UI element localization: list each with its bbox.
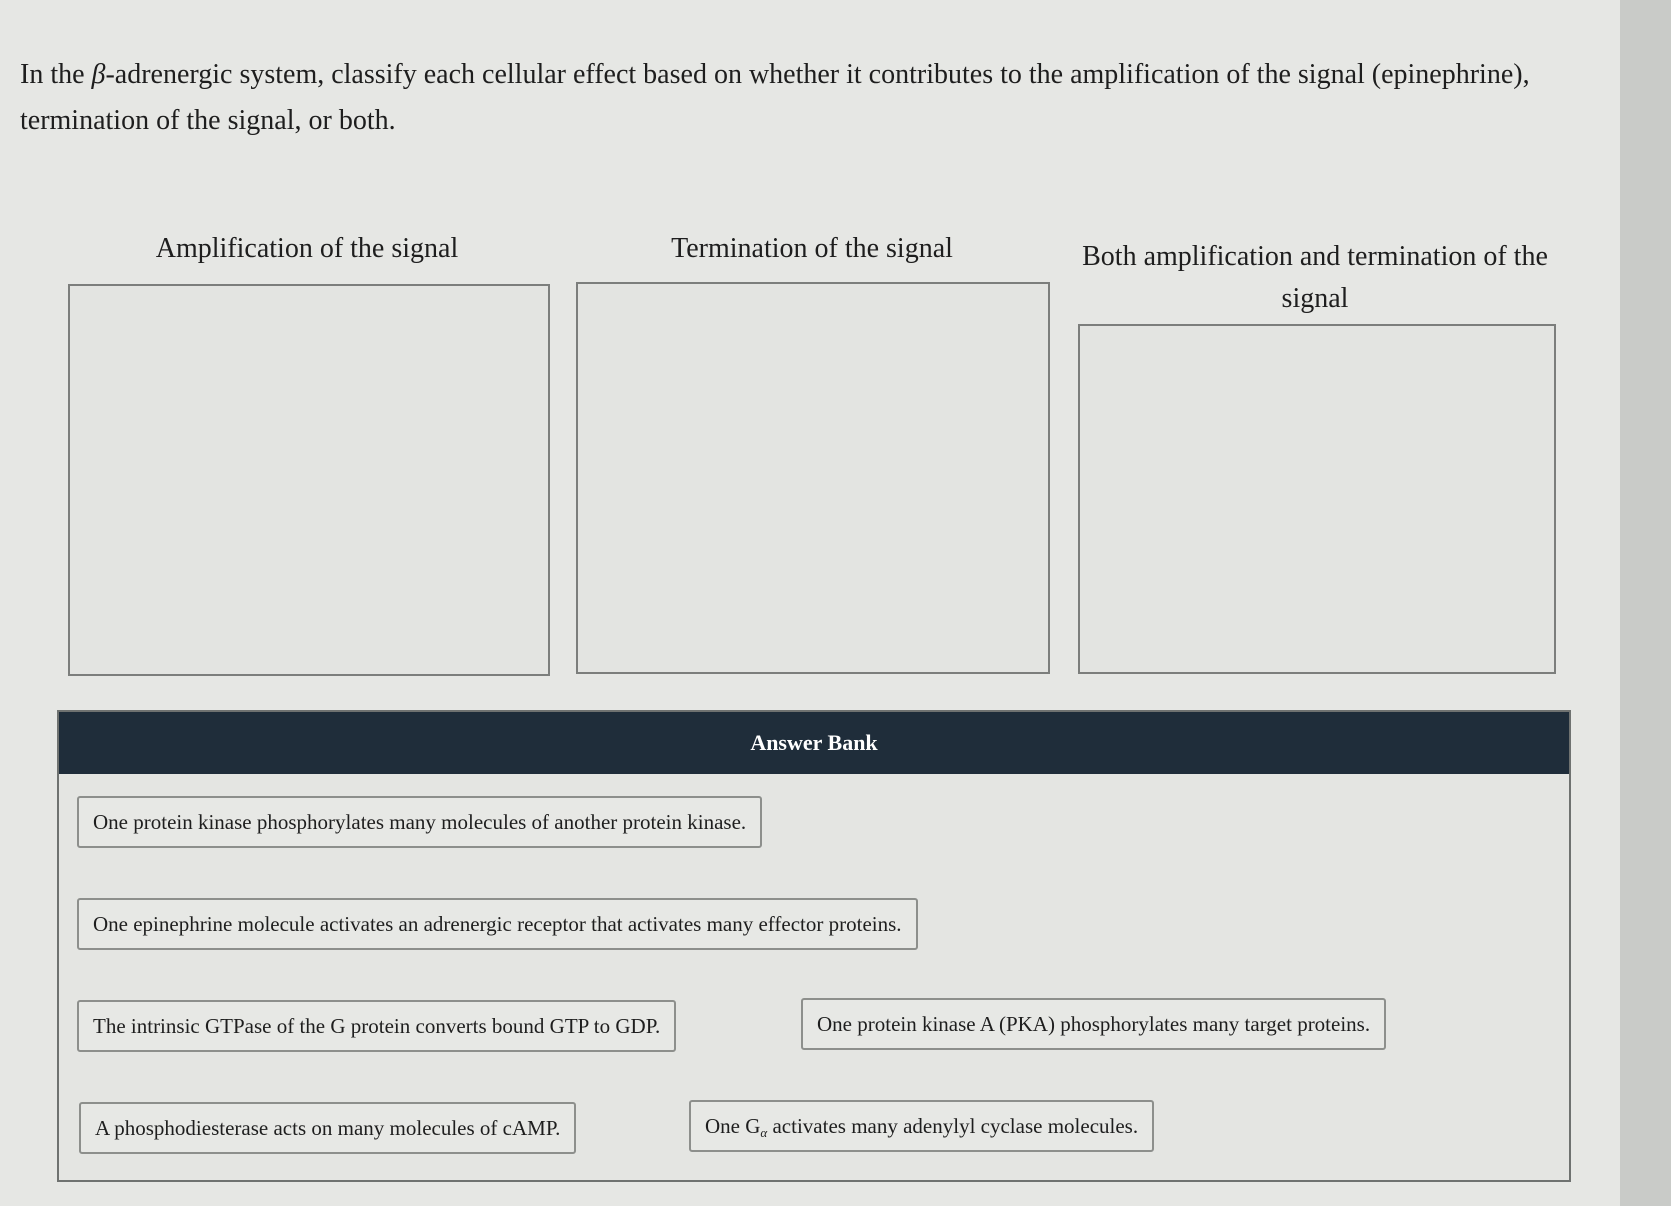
question-prefix: In the (20, 59, 92, 90)
answer-bank-header: Answer Bank (59, 712, 1569, 774)
answer-chip-kinase-cascade[interactable]: One protein kinase phosphorylates many molecules of another protein kinase. (77, 796, 762, 848)
dropzone-amplification[interactable] (68, 284, 550, 676)
dropzone-both[interactable] (1078, 324, 1556, 674)
dropzone-termination[interactable] (576, 282, 1050, 674)
answer-chip-phosphodiesterase[interactable]: A phosphodiesterase acts on many molecules of cAMP. (79, 1102, 576, 1154)
answer-chip-g-alpha[interactable] (689, 1100, 1154, 1152)
g-alpha-text-before: One G (705, 1114, 761, 1138)
g-alpha-text-after: activates many adenylyl cyclase molecules. (767, 1114, 1139, 1138)
alpha-subscript: α (760, 1125, 768, 1140)
question-suffix: -adrenergic system, classify each cellular effect based on whether it contributes to the amplification of the signal (epinephrine), termination of the signal, or both. (20, 59, 1530, 136)
category-label-amplification: Amplification of the signal (155, 233, 459, 264)
category-label-both: Both amplification and termination of the signal (1082, 241, 1548, 314)
beta-symbol: β (91, 59, 106, 90)
category-label-termination: Termination of the signal (671, 233, 953, 264)
window-edge (1620, 0, 1671, 1206)
answer-chip-epinephrine-receptor[interactable]: One epinephrine molecule activates an adrenergic receptor that activates many effector proteins. (77, 898, 918, 950)
answer-chip-pka[interactable]: One protein kinase A (PKA) phosphorylates many target proteins. (801, 998, 1386, 1050)
answer-chip-gtpase[interactable]: The intrinsic GTPase of the G protein converts bound GTP to GDP. (77, 1000, 676, 1052)
answer-bank (57, 710, 1571, 1182)
question-text (20, 52, 1580, 144)
